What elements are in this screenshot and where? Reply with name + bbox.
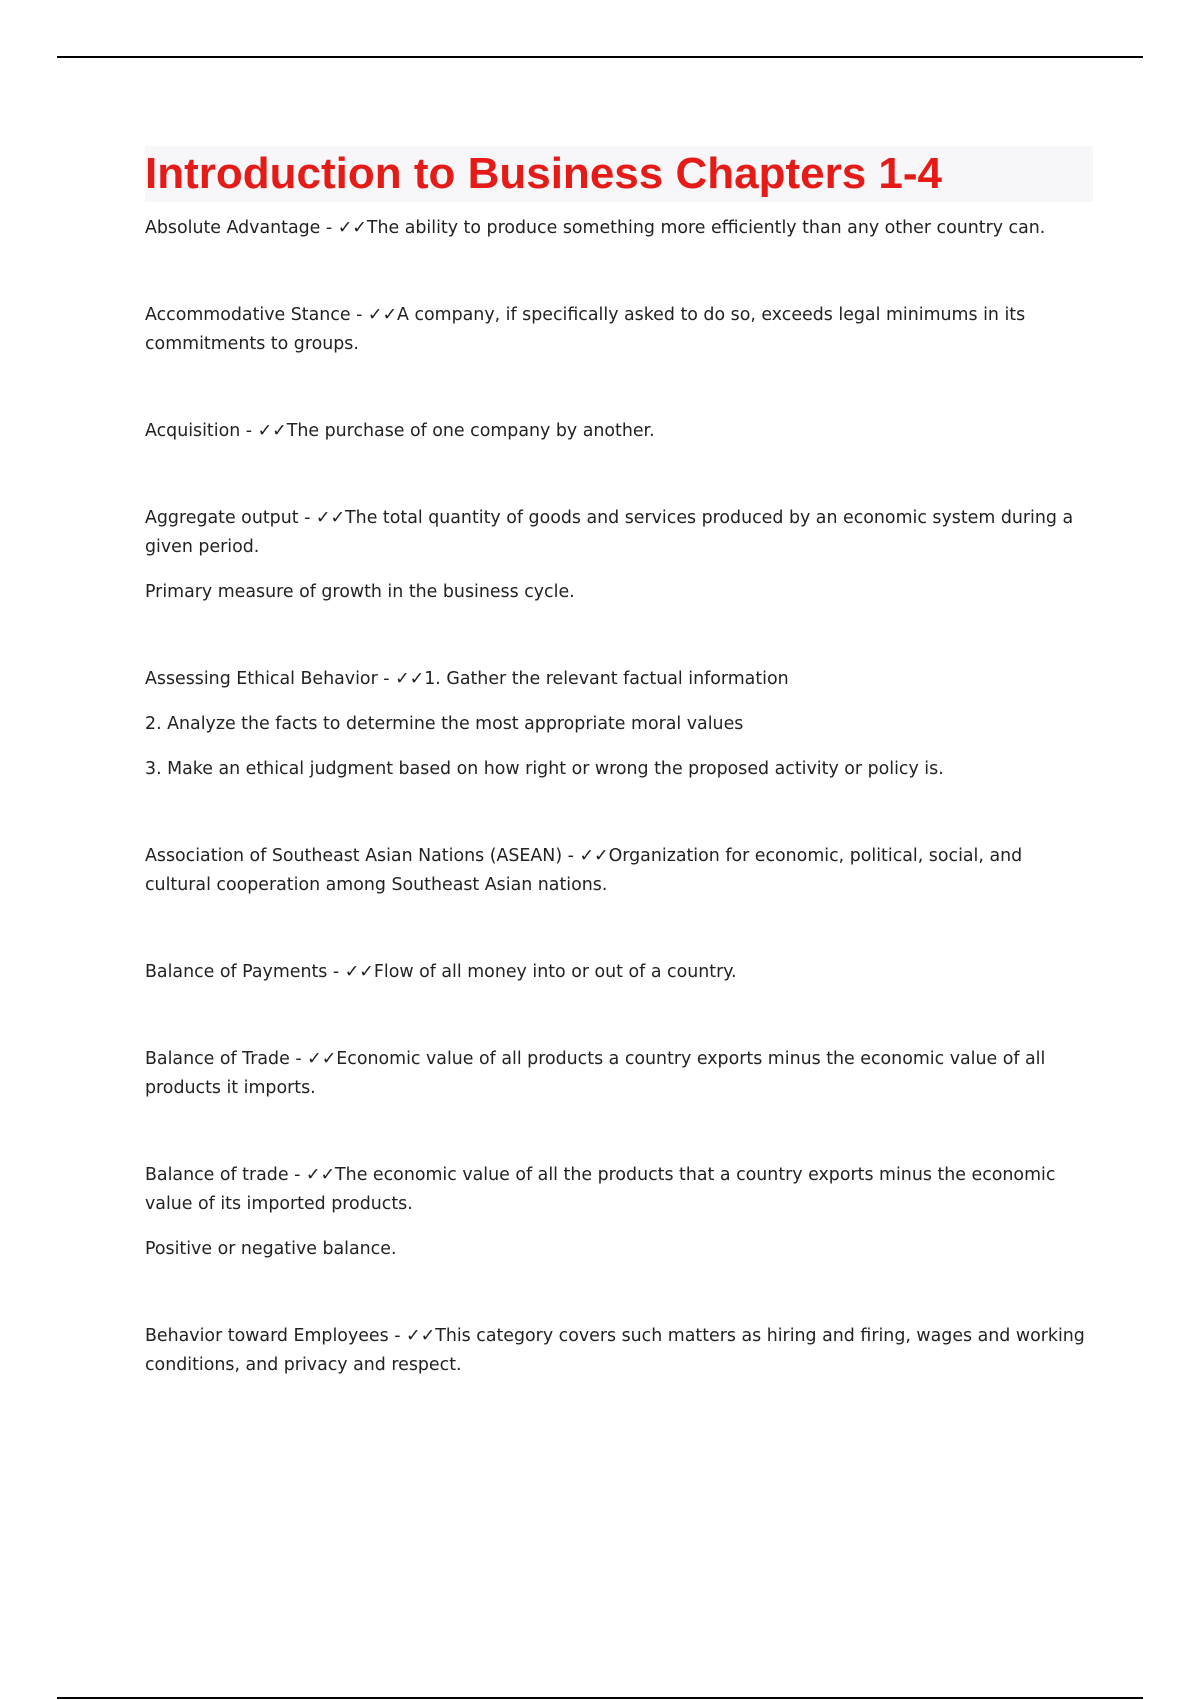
entry-term: Balance of Payments (145, 962, 328, 982)
entry-definition: Flow of all money into or out of a country. (373, 962, 737, 982)
glossary-list (145, 214, 1093, 1380)
glossary-entry (145, 1161, 1093, 1264)
entry-main-line (145, 504, 1093, 562)
entry-main-line (145, 842, 1093, 900)
entry-definition: Economic value of all products a country exports minus the economic value of all products it imports. (145, 1049, 1046, 1098)
entry-main-line (145, 301, 1093, 359)
entry-main-line (145, 214, 1093, 243)
entry-term: Balance of trade (145, 1165, 289, 1185)
entry-term: Accommodative Stance (145, 305, 351, 325)
entry-term: Assessing Ethical Behavior (145, 669, 378, 689)
document-body (145, 146, 1093, 1380)
entry-term: Behavior toward Employees (145, 1326, 389, 1346)
glossary-entry (145, 842, 1093, 900)
entry-definition: The purchase of one company by another. (286, 421, 655, 441)
entry-term: Balance of Trade (145, 1049, 290, 1069)
glossary-entry (145, 214, 1093, 243)
double-check-icon: ✓✓ (406, 1326, 436, 1346)
double-check-icon: ✓✓ (395, 669, 425, 689)
entry-term: Association of Southeast Asian Nations (ASEAN) (145, 846, 563, 866)
double-check-icon: ✓✓ (344, 962, 374, 982)
entry-extra-line: Primary measure of growth in the business cycle. (145, 582, 575, 602)
double-check-icon: ✓✓ (337, 218, 367, 238)
entry-extra-line: 3. Make an ethical judgment based on how right or wrong the proposed activity or policy is. (145, 759, 944, 779)
glossary-entry (145, 417, 1093, 446)
term-separator: - (388, 1326, 407, 1346)
entry-main-line (145, 958, 1093, 987)
entry-main-line (145, 665, 1093, 694)
double-check-icon: ✓✓ (579, 846, 609, 866)
glossary-entry (145, 665, 1093, 784)
entry-definition: A company, if specifically asked to do so, exceeds legal minimums in its commitments to groups. (145, 305, 1026, 354)
bottom-rule (57, 1697, 1143, 1699)
entry-main-line (145, 1322, 1093, 1380)
document-title: Introduction to Business Chapters 1-4 (145, 149, 942, 198)
double-check-icon: ✓✓ (257, 421, 287, 441)
entry-definition: This category covers such matters as hiring and firing, wages and working conditions, and privacy and respect. (145, 1326, 1085, 1375)
entry-extra-line: 2. Analyze the facts to determine the most appropriate moral values (145, 714, 744, 734)
term-separator: - (350, 305, 368, 325)
glossary-entry (145, 504, 1093, 607)
entry-term: Absolute Advantage (145, 218, 321, 238)
glossary-entry (145, 1322, 1093, 1380)
entry-main-line (145, 1161, 1093, 1219)
entry-main-line (145, 1045, 1093, 1103)
entry-extra-line: Positive or negative balance. (145, 1239, 397, 1259)
term-separator: - (289, 1049, 308, 1069)
term-separator: - (298, 508, 316, 528)
entry-term: Acquisition (145, 421, 241, 441)
entry-definition: The ability to produce something more efficiently than any other country can. (366, 218, 1046, 238)
double-check-icon: ✓✓ (307, 1049, 337, 1069)
entry-definition: 1. Gather the relevant factual information (424, 669, 789, 689)
glossary-entry (145, 301, 1093, 359)
term-separator: - (377, 669, 396, 689)
title-bar (145, 146, 1093, 202)
term-separator: - (320, 218, 338, 238)
entry-definition: The total quantity of goods and services produced by an economic system during a given period. (145, 508, 1074, 557)
entry-definition: The economic value of all the products that a country exports minus the economic value of its imported products. (145, 1165, 1056, 1214)
entry-main-line (145, 417, 1093, 446)
term-separator: - (288, 1165, 306, 1185)
entry-definition: Organization for economic, political, social, and cultural cooperation among Southeast Asian nations. (145, 846, 1023, 895)
glossary-entry (145, 958, 1093, 987)
double-check-icon: ✓✓ (315, 508, 346, 528)
double-check-icon: ✓✓ (305, 1165, 336, 1185)
term-separator: - (327, 962, 345, 982)
term-separator: - (562, 846, 580, 866)
entry-term: Aggregate output (145, 508, 299, 528)
term-separator: - (240, 421, 258, 441)
top-rule (57, 56, 1143, 58)
double-check-icon: ✓✓ (367, 305, 398, 325)
glossary-entry (145, 1045, 1093, 1103)
